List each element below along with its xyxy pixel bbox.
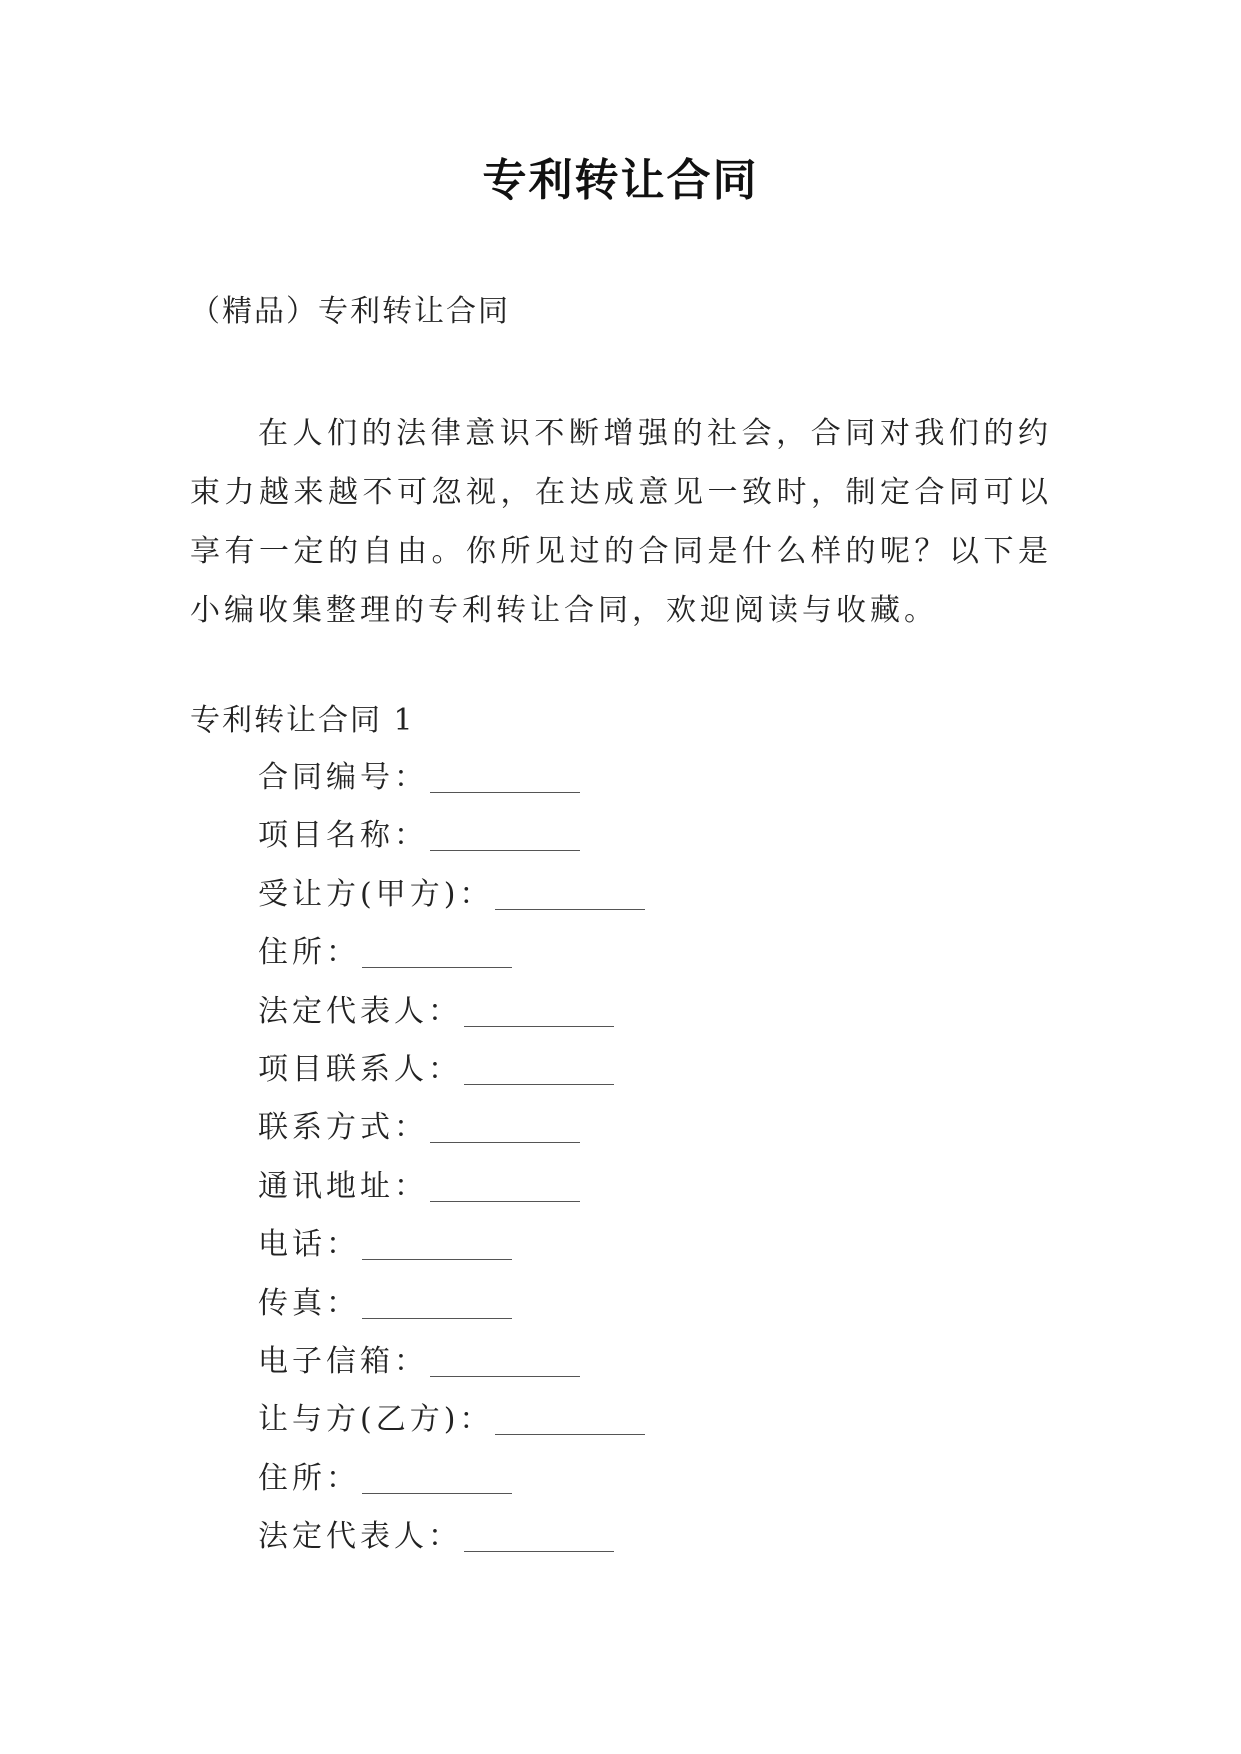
field-assignor-legal-rep bbox=[258, 1517, 645, 1575]
field-blank-line bbox=[430, 758, 580, 793]
field-label: 电子信箱： bbox=[258, 1343, 428, 1379]
intro-paragraph: 在人们的法律意识不断增强的社会，合同对我们的约束力越来越不可忽视，在达成意见一致时，制定合同可以享有一定的自由。你所见过的合同是什么样的呢？以下是小编收集整理的专利转让合同，欢迎阅读与收藏。 bbox=[190, 416, 1052, 628]
field-label: 住所： bbox=[258, 935, 360, 971]
field-blank-line bbox=[495, 875, 645, 910]
field-blank-line bbox=[430, 1167, 580, 1202]
field-label: 通讯地址： bbox=[258, 1168, 428, 1204]
field-label: 受让方(甲方)： bbox=[258, 876, 494, 912]
field-blank-line bbox=[464, 1050, 614, 1085]
field-blank-line bbox=[362, 1459, 512, 1494]
field-assignee-address bbox=[258, 933, 645, 991]
field-label: 传真： bbox=[258, 1285, 360, 1321]
field-blank-line bbox=[430, 816, 580, 851]
field-contact-method bbox=[258, 1108, 645, 1166]
field-contract-number bbox=[258, 758, 645, 816]
field-assignee-legal-rep bbox=[258, 992, 645, 1050]
field-fax bbox=[258, 1284, 645, 1342]
field-label: 让与方(乙方)： bbox=[258, 1402, 494, 1438]
field-assignee bbox=[258, 875, 645, 933]
document-subtitle: （精品）专利转让合同 bbox=[190, 294, 510, 329]
field-assignor bbox=[258, 1400, 645, 1458]
field-blank-line bbox=[362, 933, 512, 968]
field-blank-line bbox=[430, 1342, 580, 1377]
field-label: 项目联系人： bbox=[258, 1051, 462, 1087]
field-label: 法定代表人： bbox=[258, 993, 462, 1029]
field-label: 合同编号： bbox=[258, 760, 428, 795]
field-email bbox=[258, 1342, 645, 1400]
field-label: 电话： bbox=[258, 1227, 360, 1263]
field-label: 联系方式： bbox=[258, 1110, 428, 1146]
field-blank-line bbox=[495, 1400, 645, 1435]
field-label: 住所： bbox=[258, 1460, 360, 1496]
document-title: 专利转让合同 bbox=[482, 155, 759, 206]
field-blank-line bbox=[362, 1225, 512, 1260]
field-project-name bbox=[258, 816, 645, 874]
field-blank-line bbox=[362, 1284, 512, 1319]
field-label: 项目名称： bbox=[258, 818, 428, 854]
field-phone bbox=[258, 1225, 645, 1283]
field-blank-line bbox=[430, 1108, 580, 1143]
field-blank-line bbox=[464, 1517, 614, 1552]
field-blank-line bbox=[464, 992, 614, 1027]
field-mailing-address bbox=[258, 1167, 645, 1225]
contract-fields-list bbox=[258, 758, 645, 1575]
field-label: 法定代表人： bbox=[258, 1519, 462, 1555]
field-project-contact bbox=[258, 1050, 645, 1108]
field-assignor-address bbox=[258, 1459, 645, 1517]
section-heading: 专利转让合同 1 bbox=[190, 703, 415, 738]
